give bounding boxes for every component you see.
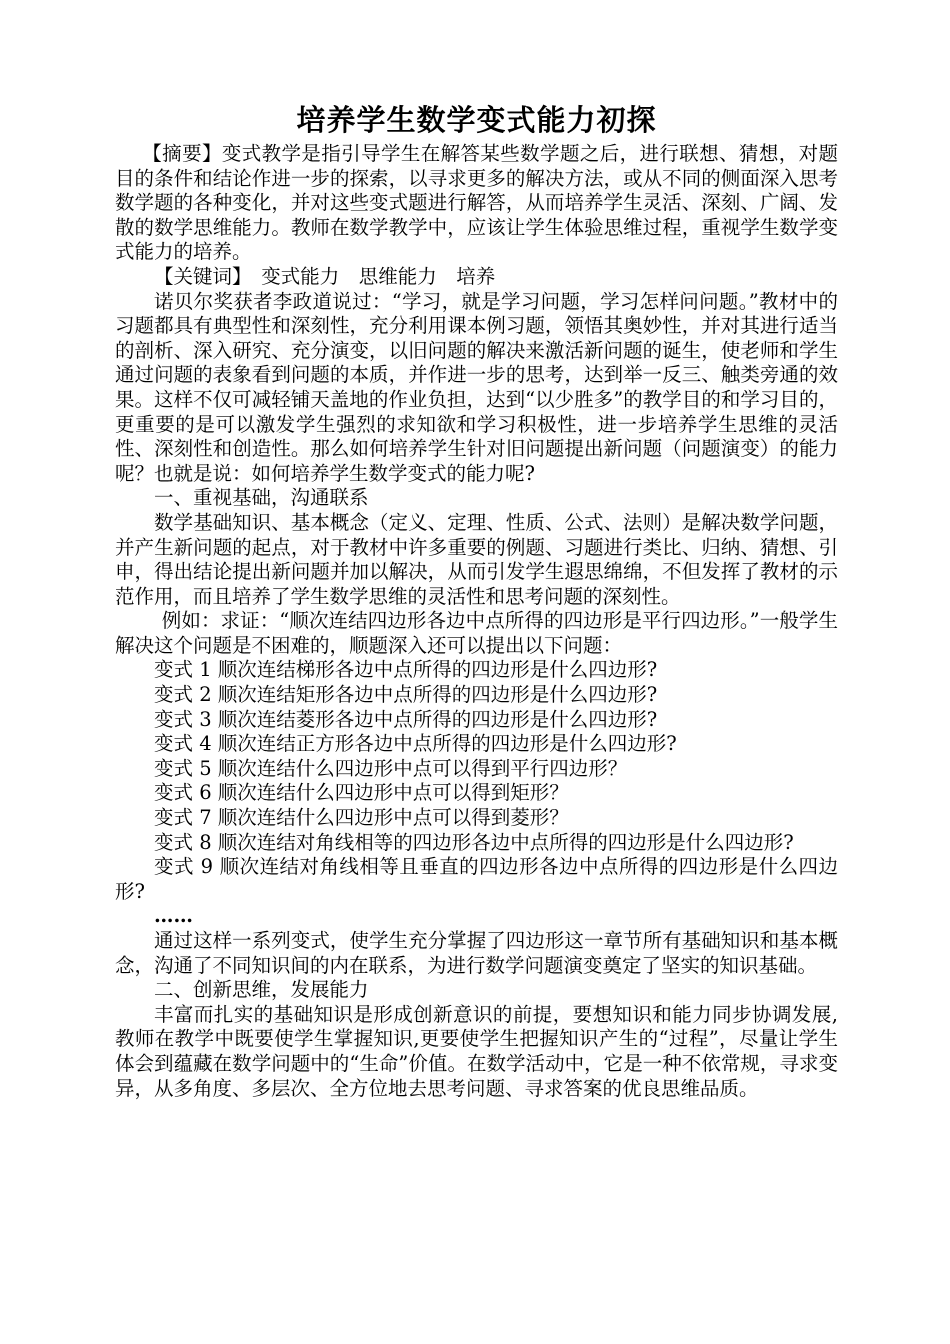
page-title: 培养学生数学变式能力初探 — [296, 103, 657, 137]
variant-item: 变式 9 顺次连结对角线相等且垂直的四边形各边中点所得的四边形是什么四边形? — [115, 855, 838, 903]
variant-item: 变式 5 顺次连结什么四边形中点可以得到平行四边形？ — [154, 756, 628, 780]
variant-item: 变式 6 顺次连结什么四边形中点可以得到矩形？ — [154, 781, 569, 805]
intro-paragraph: 诺贝尔奖获者李政道说过：“学习，就是学习问题，学习怎样问问题。”教材中的习题都具有典型性和深刻性，充分利用课本例习题，领悟其奥妙性，并对其进行适当的剖析、深入研究、充分演变，以旧问题的解决来激活新问题的诞生，使老师和学生通过问题的表象看到问题的本质，并作进一步的思考，达到举一反三、触类旁通的效果。这样不仅可减轻铺天盖地的作业负担，达到“以少胜多”的教学目的和学习目的，更重要的是可以激发学生强烈的求知欲和学习积极性，进一步培养学生思维的灵活性、深刻性和创造性。那么如何培养学生针对旧问题提出新问题（问题演变）的能力呢？也就是说：如何培养学生数学变式的能力呢? — [115, 289, 838, 485]
section-2-heading: 二、创新思维，发展能力 — [154, 978, 369, 1002]
variant-item: 变式 4 顺次连结正方形各边中点所得的四边形是什么四边形? — [154, 732, 677, 756]
section-2-paragraph: 丰富而扎实的基础知识是形成创新意识的前提，要想知识和能力同步协调发展,教师在教学中既要使学生掌握知识,更要使学生把握知识产生的“过程”，尽量让学生体会到蕴藏在数学问题中的“生命”价值。在数学活动中，它是一种不依常规，寻求变异，从多角度、多层次、全方位地去思考问题、寻求答案的优良思维品质。 — [115, 1002, 838, 1100]
abstract-paragraph: 【摘要】变式教学是指引导学生在解答某些数学题之后，进行联想、猜想，对题目的条件和结论作进一步的探索，以寻求更多的解决方法，或从不同的侧面深入思考数学题的各种变化，并对这些变式题进行解答，从而培养学生灵活、深刻、广阔、发散的数学思维能力。教师在数学教学中，应该让学生体验思维过程，重视学生数学变式能力的培养。 — [115, 142, 838, 264]
variant-item: 变式 3 顺次连结菱形各边中点所得的四边形是什么四边形? — [154, 707, 658, 731]
example-paragraph: 例如：求证：“顺次连结四边形各边中点所得的四边形是平行四边形。”一般学生解决这个问题是不困难的，顺题深入还可以提出以下问题： — [115, 609, 838, 657]
section-1-heading: 一、重视基础，沟通联系 — [154, 486, 369, 510]
keywords-line: 【关键词】 变式能力 思维能力 培养 — [154, 264, 496, 288]
variant-item: 变式 8 顺次连结对角线相等的四边形各边中点所得的四边形是什么四边形? — [154, 830, 794, 854]
ellipsis: …… — [154, 904, 193, 928]
variant-item: 变式 7 顺次连结什么四边形中点可以得到菱形？ — [154, 806, 569, 830]
variant-item: 变式 1 顺次连结梯形各边中点所得的四边形是什么四边形? — [154, 658, 658, 682]
section-1-conclusion: 通过这样一系列变式，使学生充分掌握了四边形这一章节所有基础知识和基本概念，沟通了不同知识间的内在联系，为进行数学问题演变奠定了坚实的知识基础。 — [115, 929, 838, 977]
document-body — [115, 98, 838, 1101]
variant-item: 变式 2 顺次连结矩形各边中点所得的四边形是什么四边形? — [154, 683, 658, 707]
section-1-paragraph: 数学基础知识、基本概念（定义、定理、性质、公式、法则）是解决数学问题，并产生新问题的起点，对于教材中许多重要的例题、习题进行类比、归纳、猜想、引申，得出结论提出新问题并加以解决，从而引发学生遐思绵绵，不但发挥了教材的示范作用，而且培养了学生数学思维的灵活性和思考问题的深刻性。 — [115, 510, 838, 608]
